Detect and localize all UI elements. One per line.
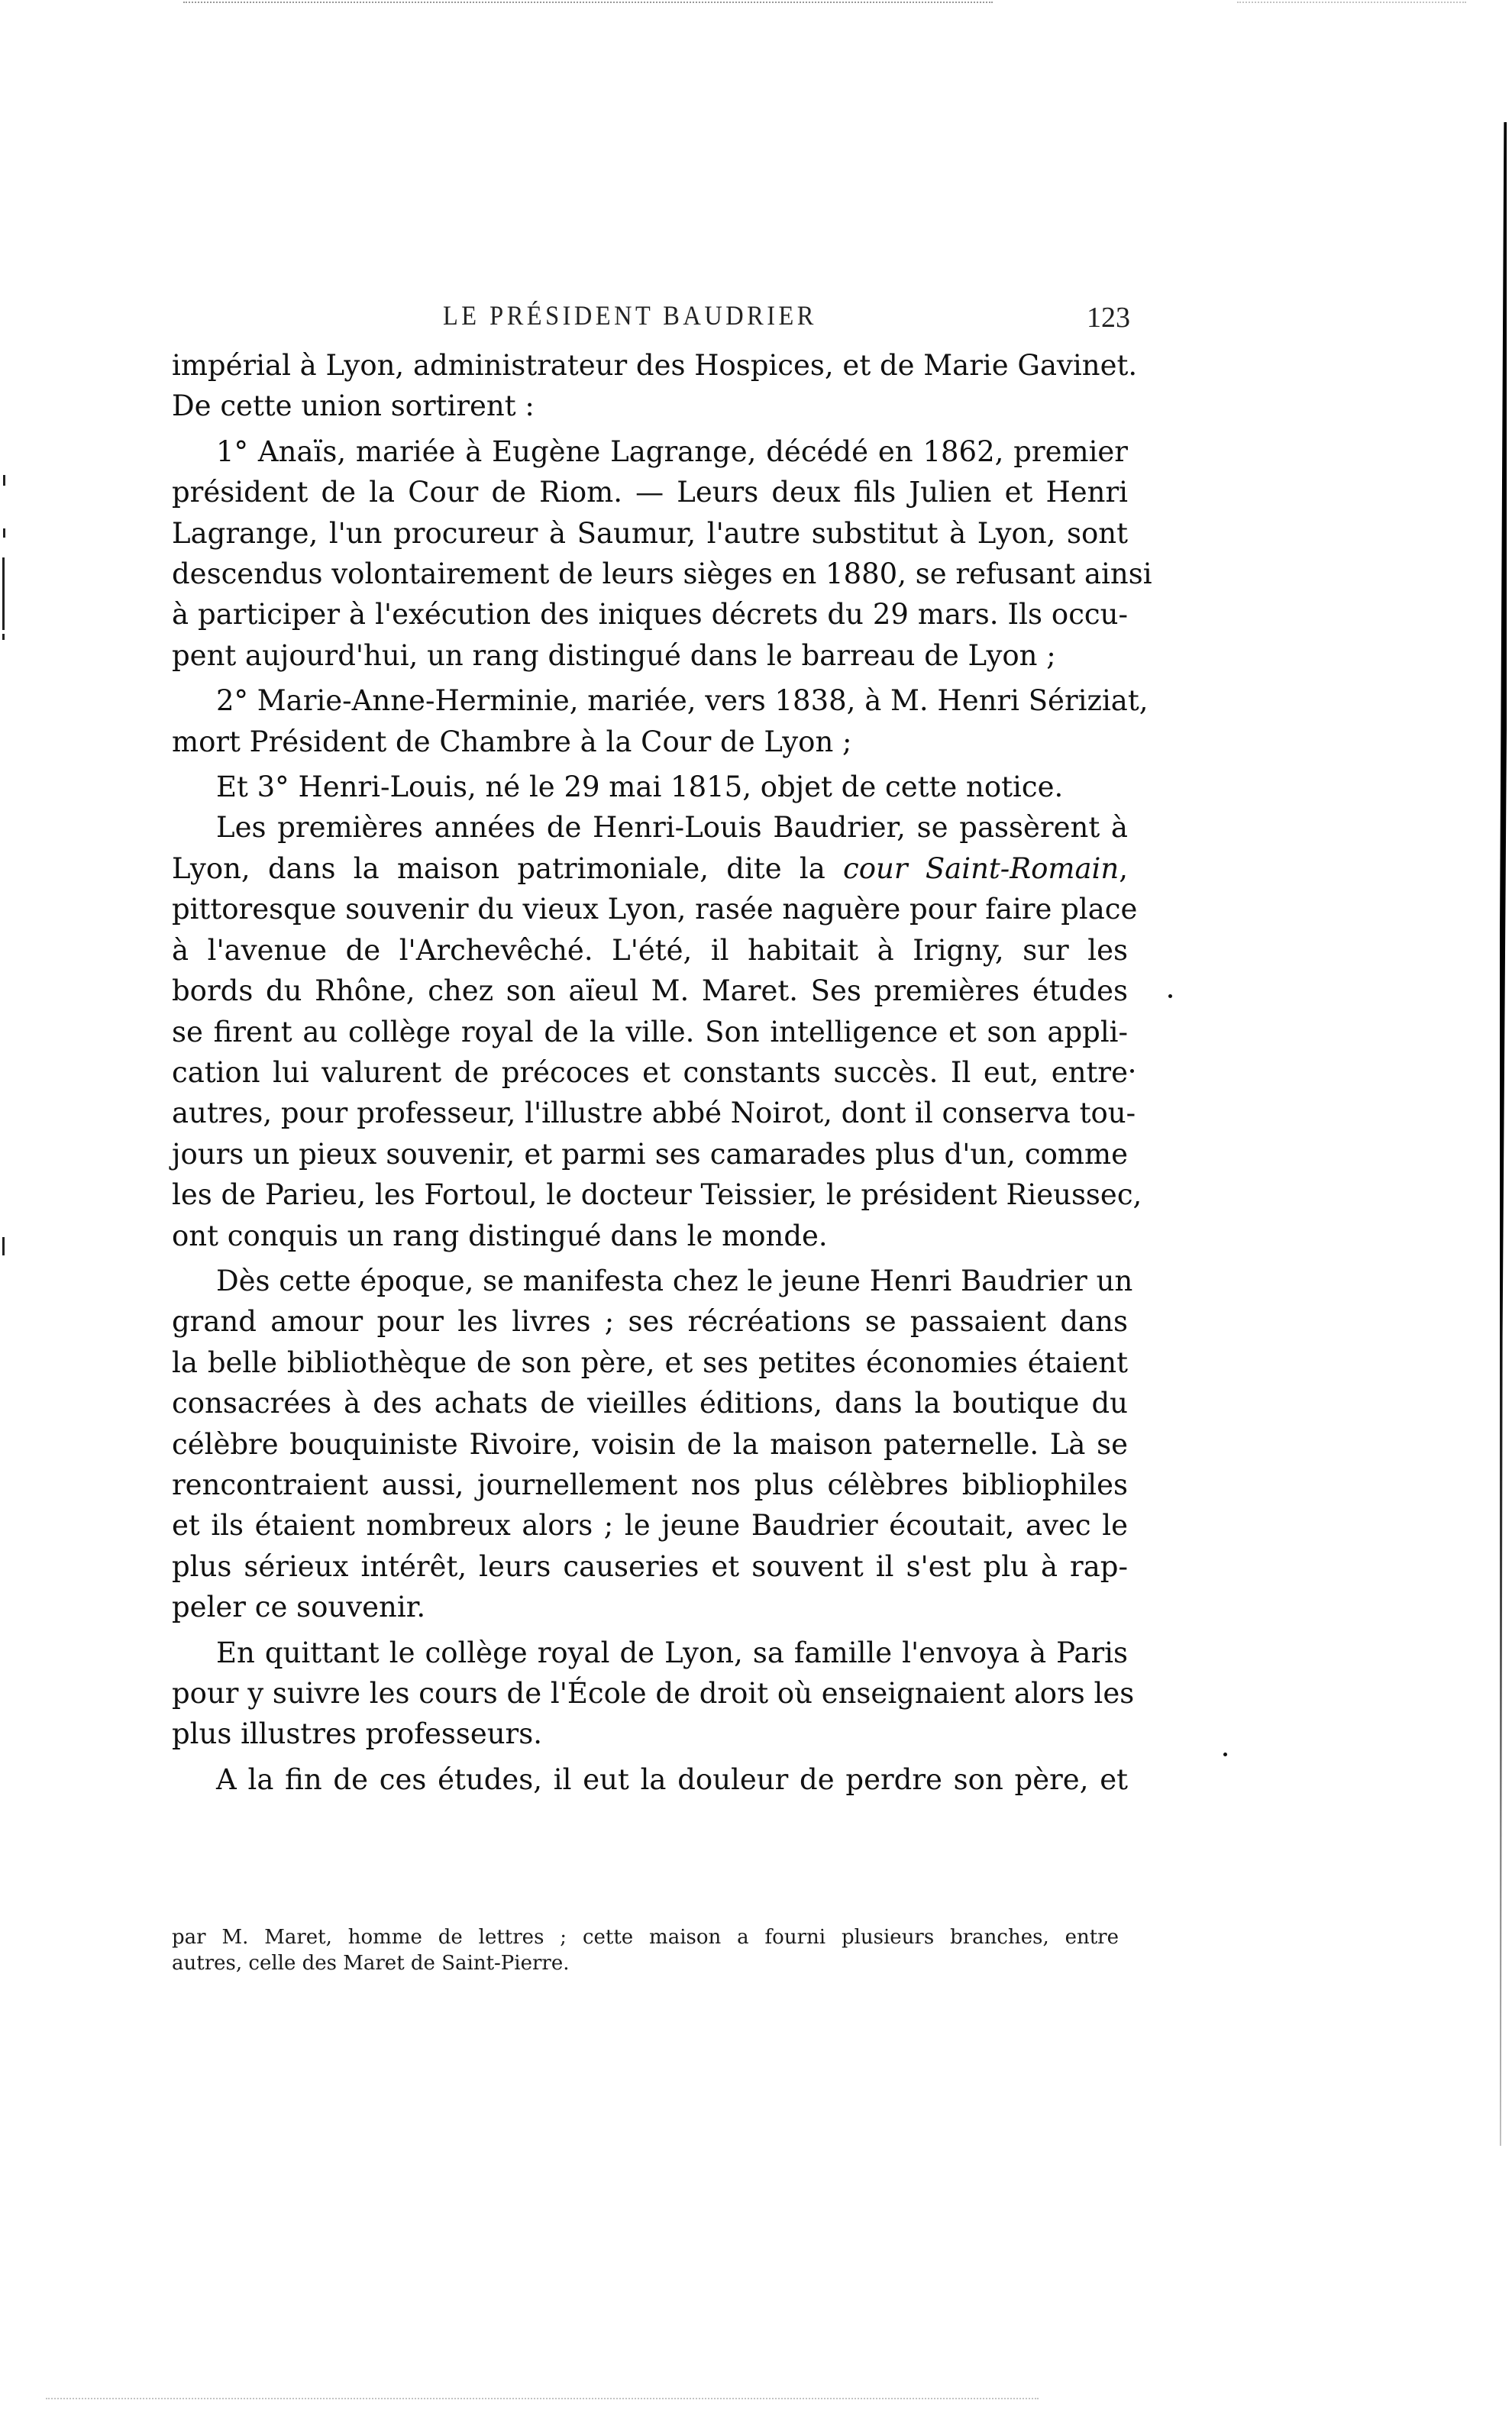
text-line: jours un pieux souvenir, et parmi ses camarades plus d'un, comme bbox=[172, 1137, 1128, 1171]
paragraph-item-1 bbox=[172, 431, 1152, 676]
text-fragment: , bbox=[1119, 851, 1128, 885]
paragraph bbox=[172, 807, 1142, 1255]
text-line: consacrées à des achats de vieilles éditions, dans la boutique du bbox=[172, 1387, 1128, 1420]
running-header-title: LE PRÉSIDENT BAUDRIER bbox=[443, 300, 817, 331]
text-line: la belle bibliothèque de son père, et ses petites économies étaient bbox=[172, 1346, 1128, 1379]
text-line: mort Président de Chambre à la Cour de Lyon ; bbox=[172, 725, 852, 758]
text-line: De cette union sortirent : bbox=[172, 389, 535, 423]
text-line: impérial à Lyon, administrateur des Hospices, et de Marie Gavinet. bbox=[172, 349, 1138, 382]
scan-edge-noise-top-right bbox=[1237, 2, 1466, 6]
text-line: Lagrange, l'un procureur à Saumur, l'autre substitut à Lyon, sont bbox=[172, 516, 1128, 550]
text-line: plus illustres professeurs. bbox=[172, 1717, 542, 1751]
text-line: cation lui valurent de précoces et constants succès. Il eut, entre bbox=[172, 1055, 1128, 1089]
paragraph-item-2 bbox=[172, 680, 1149, 762]
page-number: 123 bbox=[1087, 302, 1130, 334]
text-line: 1° Anaïs, mariée à Eugène Lagrange, décédé en 1862, premier bbox=[216, 435, 1128, 468]
scan-binding-edge bbox=[1500, 122, 1507, 2146]
paragraph bbox=[172, 1759, 1128, 1800]
text-line: se firent au collège royal de la ville. Son intelligence et son appli- bbox=[172, 1015, 1128, 1048]
footnote bbox=[172, 1924, 1119, 1976]
scan-speck bbox=[1168, 994, 1172, 998]
scan-speck bbox=[1223, 1753, 1227, 1756]
text-line: Et 3° Henri-Louis, né le 29 mai 1815, objet de cette notice. bbox=[216, 771, 1064, 804]
text-line: Les premières années de Henri-Louis Baudrier, se passèrent à bbox=[216, 811, 1128, 845]
paragraph bbox=[172, 345, 1138, 427]
text-line: et ils étaient nombreux alors ; le jeune Baudrier écoutait, avec le bbox=[172, 1509, 1128, 1543]
scan-margin-mark bbox=[3, 475, 5, 486]
scan-edge-noise-top bbox=[183, 2, 993, 6]
text-line: les de Parieu, les Fortoul, le docteur Teissier, le président Rieussec, bbox=[172, 1178, 1142, 1212]
scan-margin-mark bbox=[3, 528, 5, 538]
paragraph bbox=[172, 1261, 1133, 1628]
text-line: ont conquis un rang distingué dans le monde. bbox=[172, 1219, 828, 1252]
text-line: pour y suivre les cours de l'École de droit où enseignaient alors les bbox=[172, 1677, 1135, 1710]
text-line: à l'avenue de l'Archevêché. L'été, il habitait à Irigny, sur les bbox=[172, 933, 1128, 967]
text-line: à participer à l'exécution des iniques décrets du 29 mars. Ils occu- bbox=[172, 598, 1128, 632]
footnote-line: par M. Maret, homme de lettres ; cette maison a fourni plusieurs branches, entre bbox=[172, 1926, 1119, 1949]
text-line: plus sérieux intérêt, leurs causeries et souvent il s'est plu à rap- bbox=[172, 1549, 1128, 1583]
text-fragment: Lyon, dans la maison patrimoniale, dite la bbox=[172, 851, 844, 885]
scan-margin-mark bbox=[2, 634, 5, 640]
text-line: pent aujourd'hui, un rang distingué dans le barreau de Lyon ; bbox=[172, 638, 1056, 672]
scan-margin-mark bbox=[2, 557, 5, 630]
text-line: 2° Marie-Anne-Herminie, mariée, vers 1838, à M. Henri Sériziat, bbox=[216, 684, 1149, 718]
paragraph-item-3 bbox=[172, 767, 1128, 807]
scan-edge-noise-bottom bbox=[46, 2398, 1039, 2402]
text-line: autres, pour professeur, l'illustre abbé Noirot, dont il conserva tou- bbox=[172, 1097, 1136, 1130]
footnote-line: autres, celle des Maret de Saint-Pierre. bbox=[172, 1952, 570, 1975]
italic-place-name: cour Saint-Romain bbox=[843, 851, 1119, 885]
paragraph bbox=[172, 1633, 1135, 1755]
text-line: descendus volontairement de leurs sièges en 1880, se refusant ainsi bbox=[172, 557, 1152, 591]
text-line: président de la Cour de Riom. — Leurs deux fils Julien et Henri bbox=[172, 476, 1128, 509]
text-line: rencontraient aussi, journellement nos plus célèbres bibliophiles bbox=[172, 1468, 1128, 1501]
body-text bbox=[172, 345, 1152, 1800]
text-line: pittoresque souvenir du vieux Lyon, rasée naguère pour faire place bbox=[172, 893, 1138, 926]
text-line: En quittant le collège royal de Lyon, sa famille l'envoya à Paris bbox=[216, 1636, 1128, 1669]
text-line: grand amour pour les livres ; ses récréations se passaient dans bbox=[172, 1305, 1128, 1339]
text-line: célèbre bouquiniste Rivoire, voisin de la maison paternelle. Là se bbox=[172, 1427, 1128, 1461]
text-line: peler ce souvenir. bbox=[172, 1591, 426, 1624]
text-line: bords du Rhône, chez son aïeul M. Maret. Ses premières études bbox=[172, 974, 1128, 1008]
text-line: A la fin de ces études, il eut la douleur de perdre son père, et bbox=[216, 1762, 1128, 1796]
text-line bbox=[172, 848, 1128, 889]
scan-margin-mark bbox=[2, 1237, 5, 1255]
text-line: Dès cette époque, se manifesta chez le jeune Henri Baudrier un bbox=[216, 1264, 1133, 1297]
scan-speck bbox=[1130, 1069, 1134, 1073]
running-header bbox=[172, 299, 1130, 338]
